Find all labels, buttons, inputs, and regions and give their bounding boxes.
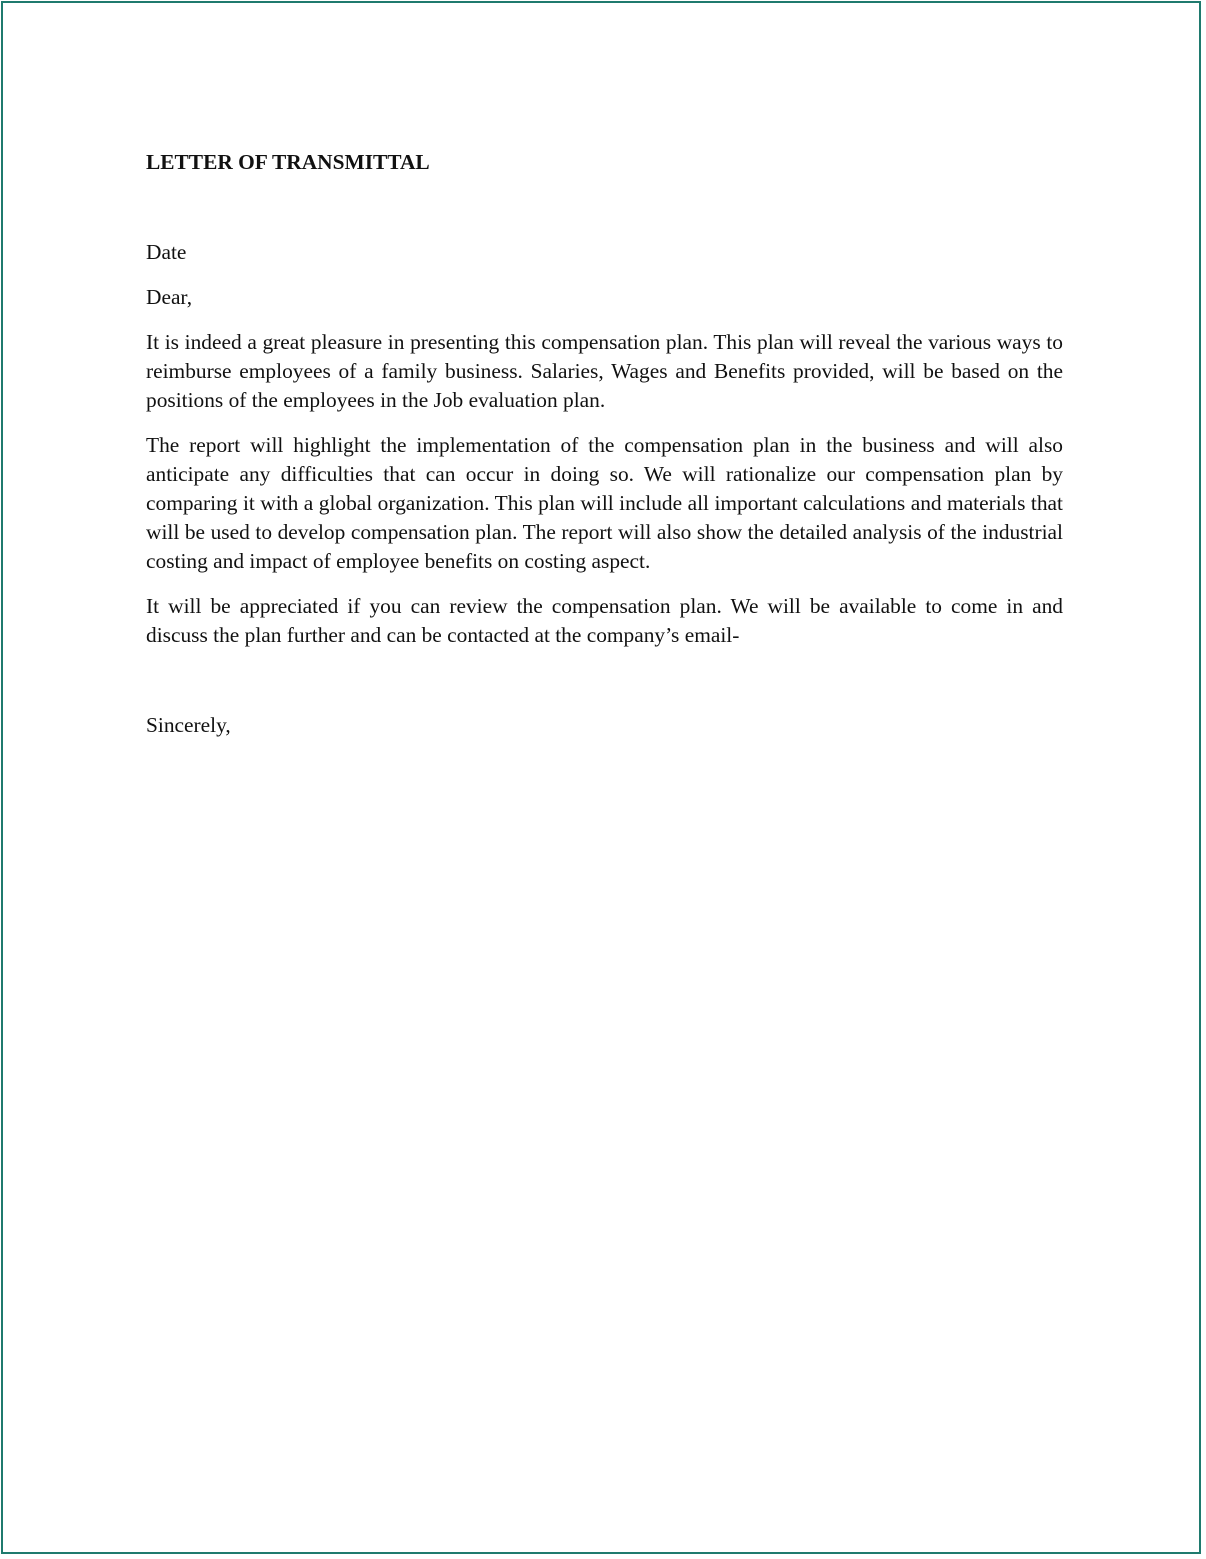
document-page: [1, 1, 1201, 1554]
letter-body: [146, 148, 1063, 740]
date-line: Date: [146, 240, 187, 264]
paragraph-report: The report will highlight the implementation of the compensation plan in the business and will also anticipate any difficulties that can occur in doing so. We will rationalize our compensation plan by comparing it with a global organization. This plan will include all important calculations and materials that will be used to develop compensation plan. The report will also show the detailed analysis of the industrial costing and impact of employee benefits on costing aspect.: [146, 433, 1063, 573]
salutation: Dear,: [146, 285, 193, 309]
paragraph-review: It will be appreciated if you can review the compensation plan. We will be available to come in and discuss the plan further and can be contacted at the company’s email-: [146, 594, 1063, 647]
letter-title: LETTER OF TRANSMITTAL: [146, 150, 430, 174]
paragraph-intro: It is indeed a great pleasure in presenting this compensation plan. This plan will reveal the various ways to reimburse employees of a family business. Salaries, Wages and Benefits provided, will be based on the positions of the employees in the Job evaluation plan.: [146, 330, 1063, 412]
closing: Sincerely,: [146, 713, 231, 737]
